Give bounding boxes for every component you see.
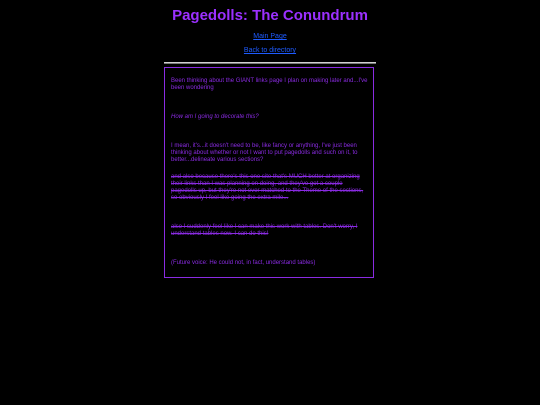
post-content-box: [164, 67, 374, 278]
horizontal-divider: [164, 62, 376, 64]
post-paragraph: (Future voice: He could not, in fact, understand tables): [171, 260, 316, 266]
post-paragraph-italic: How am I going to decorate this?: [171, 114, 259, 120]
post-paragraph: I mean, it's...it doesn't need to be, like fancy or anything, I've just been thinking about whether or not I want to put pagedolls and such on it, to better...delineate various sections?: [171, 143, 358, 163]
post-paragraph-strikethrough: and also because there's this one site that's MUCH better at organizing their links than I was planning on doing, and they've got a couple pagedolls up, but they're not ever matched to the Theme of the sections, so obviously I feel like going the extra mile...: [171, 174, 364, 201]
page-title: Pagedolls: The Conundrum: [172, 7, 368, 24]
post-paragraph: Been thinking about the GIANT links page I plan on making later and...I've been wondering: [171, 78, 368, 91]
main-page-link[interactable]: Main Page: [253, 33, 287, 40]
back-to-directory-link[interactable]: Back to directory: [243, 47, 297, 54]
post-paragraph-strikethrough: also I suddenly feel like I can make this work with tables. Don't worry, I understand tables now. I can do this!: [171, 224, 358, 237]
